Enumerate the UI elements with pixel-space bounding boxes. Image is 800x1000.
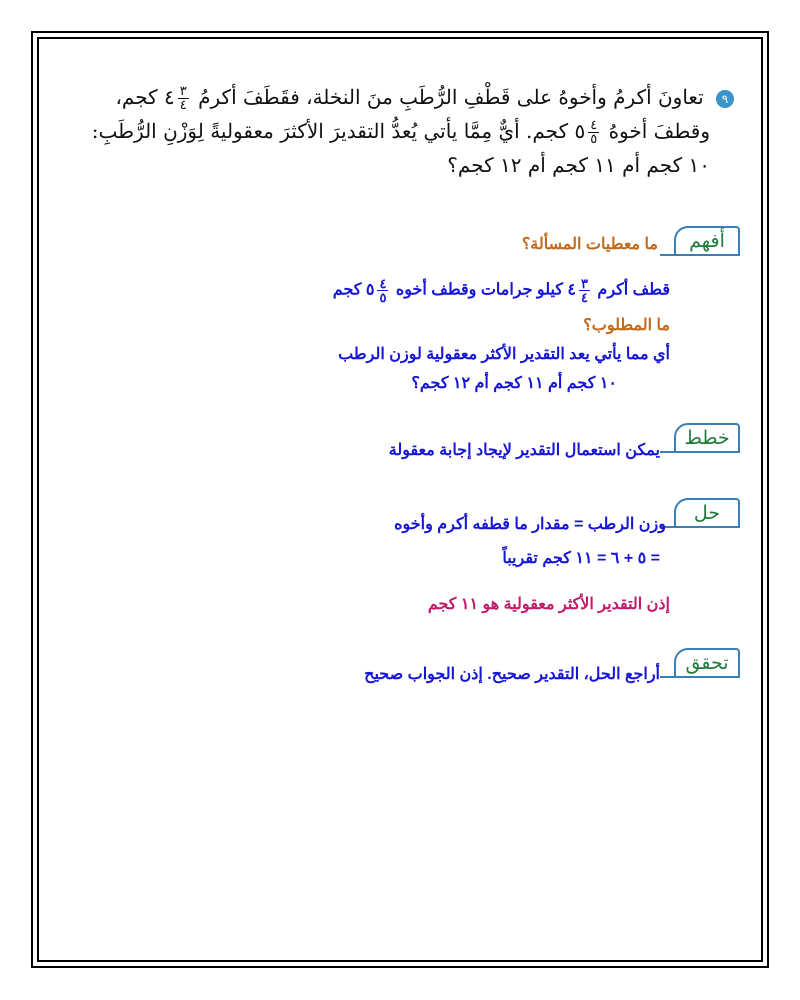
problem-line-3: ١٠ كجم أم ١١ كجم أم ١٢ كجم؟ <box>447 153 710 177</box>
understand-tag: أفهم <box>674 226 740 256</box>
question-number-badge: ٩ <box>716 90 734 108</box>
plan-tag: خطط <box>674 423 740 453</box>
check-tag: تحقق <box>674 648 740 678</box>
problem-statement <box>60 80 734 182</box>
required-line-1: أي مما يأتي يعد التقدير الأكثر معقولية لوزن الرطب <box>338 346 670 363</box>
fraction: $\frac{٣}{٤}$ <box>179 84 187 113</box>
tag-underline <box>660 254 740 256</box>
understand-given: قطف أكرم $\frac{٣}{٤}$ ٤ كيلو جرامات وقطف أخوه $\frac{٤}{٥}$ ٥ كجم <box>332 276 670 305</box>
solve-line-1: وزن الرطب = مقدار ما قطفه أكرم وأخوه <box>394 516 666 533</box>
solve-conclusion: إذن التقدير الأكثر معقولية هو ١١ كجم <box>427 596 670 613</box>
plan-text: يمكن استعمال التقدير لإيجاد إجابة معقولة <box>388 442 660 459</box>
tag-underline <box>660 526 740 528</box>
solve-tag: حل <box>674 498 740 528</box>
problem-line-2: وقطفَ أخوهُ $\frac{٤}{٥}$ ٥ كجم. أيٌّ مِمَّا يأتي يُعدُّ التقديرَ الأكثرَ معقوليةً لِوَزْنِ الرُّطَبِ: <box>91 118 710 147</box>
tag-underline <box>660 451 740 453</box>
solve-line-2: = ٥ + ٦ = ١١ كجم تقريباً <box>502 550 660 567</box>
check-text: أراجع الحل، التقدير صحيح. إذن الجواب صحيح <box>364 666 660 683</box>
fraction: $\frac{٤}{٥}$ <box>590 118 598 147</box>
required-line-2: ١٠ كجم أم ١١ كجم أم ١٢ كجم؟ <box>411 375 617 392</box>
tag-underline <box>660 676 740 678</box>
required-label: ما المطلوب؟ <box>583 317 670 334</box>
problem-line-1: ٩ تعاونَ أكرمُ وأخوهُ على قَطْفِ الرُّطَبِ منَ النخلة، فقَطَفَ أكرمُ $\frac{٣}{٤}$ ٤ كجم، <box>60 80 734 114</box>
understand-question: ما معطيات المسألة؟ <box>521 236 658 253</box>
